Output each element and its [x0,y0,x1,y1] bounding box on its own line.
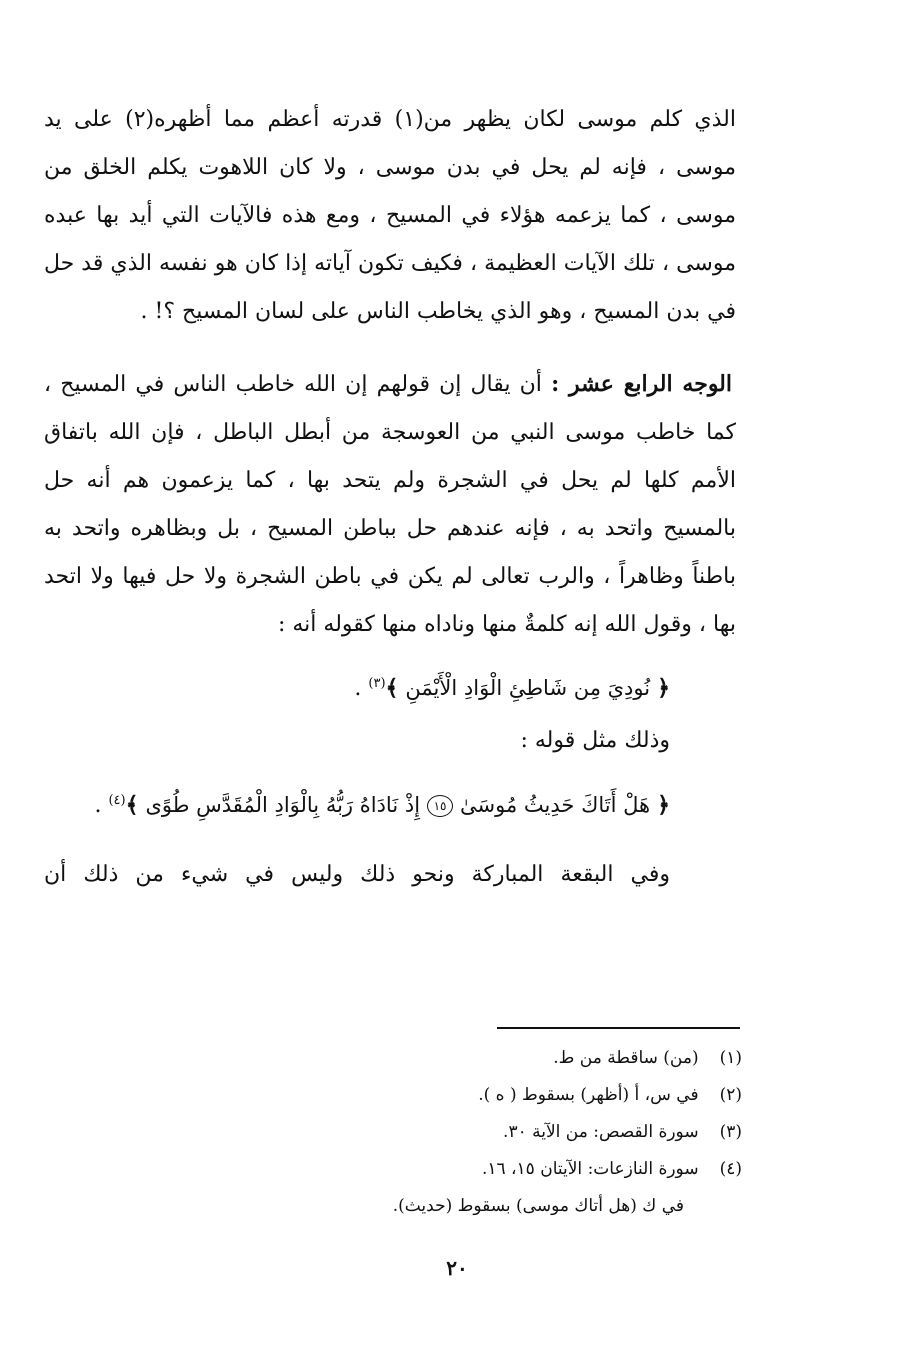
footnote-text: في ك (هل أتاك موسى) بسقوط (حديث). [392,1196,684,1216]
ayah-number-marker: ١٥ [427,795,453,817]
verse-1-close-bracket: ﴾ [385,675,399,701]
paragraph-2 [44,360,736,649]
verse-1-text: نُودِيَ مِن شَاطِئِ الْوَادِ الْأَيْمَنِ [405,676,651,700]
footnote-1 [260,1040,742,1077]
quran-verse-1 [44,657,670,716]
verse-1-open-bracket: ﴿ [657,675,670,701]
main-text [44,96,736,899]
footnote-number: (٤) [719,1159,742,1179]
verse-1-end: . [354,676,369,701]
footnote-number: (٣) [719,1122,742,1142]
footnote-3 [260,1114,742,1151]
footnote-4 [260,1151,742,1188]
paragraph-3: وفي البقعة المباركة ونحو ذلك وليس في شيء من ذلك أن [44,862,670,887]
section-heading: الوجه الرابع عشر : [551,371,733,397]
verse-intro: وذلك مثل قوله : [520,728,670,753]
footnote-number: (١) [719,1048,742,1068]
footnote-text: (من) ساقطة من ط. [553,1048,699,1068]
footnote-ref-4: (٤) [108,793,126,808]
footnotes [260,1040,742,1225]
footnote-number: (٢) [719,1085,742,1105]
quran-verse-2 [44,774,670,833]
footnote-text: سورة القصص: من الآية ٣٠. [503,1122,699,1142]
footnote-2 [260,1077,742,1114]
footnote-text: سورة النازعات: الآيتان ١٥، ١٦. [481,1159,699,1179]
footnote-4-continuation [260,1188,742,1225]
verse-2-end: . [94,793,109,818]
verse-2-text-a: هَلْ أَتَاكَ حَدِيثُ مُوسَىٰ [460,793,651,817]
page-number: ٢٠ [446,1256,468,1280]
verse-2-text-b: إِذْ نَادَاهُ رَبُّهُ بِالْوَادِ الْمُقَدَّسِ طُوًى [145,793,421,817]
paragraph-2-text: أن يقال إن قولهم إن الله خاطب الناس في المسيح ، كما خاطب موسى النبي من العوسجة من أبطل الباطل ، فإن الله باتفاق الأمم كلها لم يحل في الشجرة ولم يتحد بها ، كما يزعمون هم أنه حل بالمسيح واتحد به ، فإنه عندهم حل بباطن المسيح ، بل وبظاهره واتحد به باطناً وظاهراً ، والرب تعالى لم يكن في باطن الشجرة ولا حل فيها ولا اتحد بها ، وقول الله إنه كلمةٌ منها وناداه منها كقوله أنه : [44,372,736,637]
footnote-text: في س، أ (أظهر) بسقوط ( ه ). [478,1085,699,1105]
verse-2-open-bracket: ﴿ [657,792,670,818]
footnote-divider [497,1027,740,1029]
paragraph-1: الذي كلم موسى لكان يظهر من(١) قدرته أعظم مما أظهره(٢) على يد موسى ، فإنه لم يحل في بدن موسى ، ولا كان اللاهوت يكلم الخلق من موسى ، كما يزعمه هؤلاء في المسيح ، ومع هذه فالآيات التي أيد بها عبده موسى ، تلك الآيات العظيمة ، فكيف تكون آياته إذا كان هو نفسه الذي قد حل في بدن المسيح ، وهو الذي يخاطب الناس على لسان المسيح ؟! . [44,107,736,324]
verse-2-close-bracket: ﴾ [125,792,139,818]
footnote-ref-3: (٣) [368,676,386,691]
